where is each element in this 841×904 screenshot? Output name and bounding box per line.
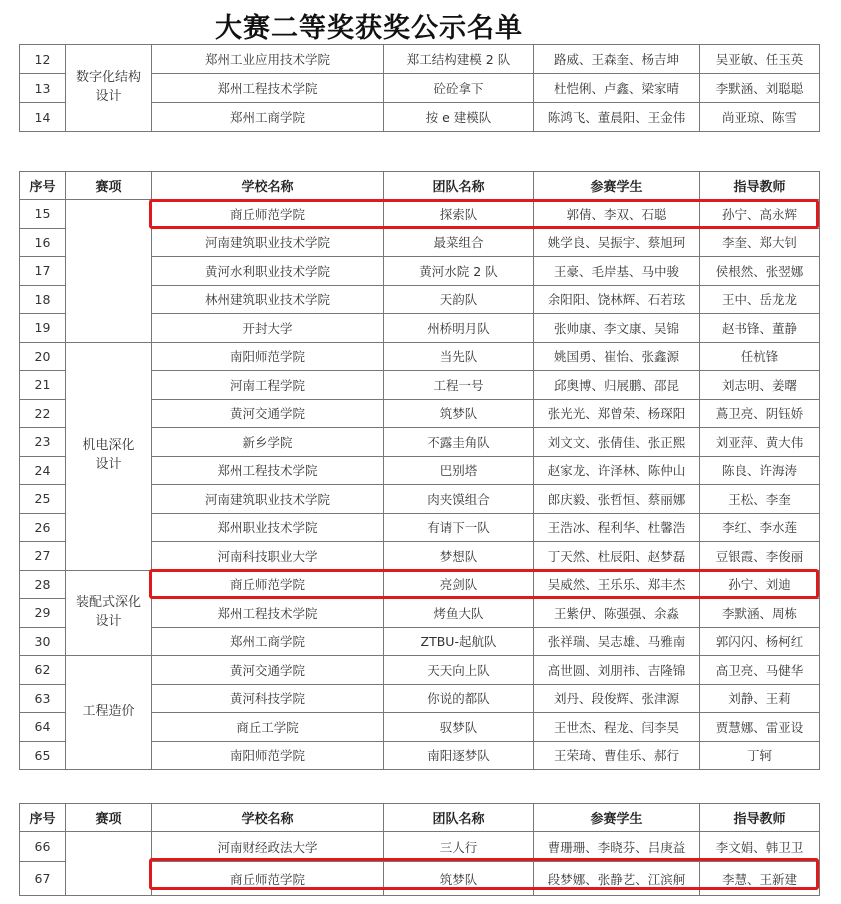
row-number: 19 bbox=[20, 314, 66, 343]
teacher: 侯根然、张翌娜 bbox=[700, 257, 820, 286]
teacher: 李默涵、刘聪聪 bbox=[700, 74, 820, 103]
row-number: 21 bbox=[20, 371, 66, 400]
teacher: 王松、李奎 bbox=[700, 485, 820, 514]
header-event: 赛项 bbox=[66, 172, 152, 200]
team-name: 肉夹馍组合 bbox=[384, 485, 534, 514]
header-no: 序号 bbox=[20, 172, 66, 200]
teacher: 李默涵、周栋 bbox=[700, 599, 820, 628]
table-row bbox=[20, 45, 820, 74]
team-name: 烤鱼大队 bbox=[384, 599, 534, 628]
team-name: 亮剑队 bbox=[384, 570, 534, 599]
team-name: 驭梦队 bbox=[384, 713, 534, 742]
teacher: 赵书锋、董静 bbox=[700, 314, 820, 343]
teacher: 高卫亮、马健华 bbox=[700, 656, 820, 685]
table-header-row bbox=[20, 804, 820, 832]
students: 刘丹、段俊辉、张津源 bbox=[534, 684, 700, 713]
students: 王紫伊、陈强强、余淼 bbox=[534, 599, 700, 628]
row-number: 65 bbox=[20, 741, 66, 770]
event-cell bbox=[66, 342, 152, 570]
students: 郭倩、李双、石聪 bbox=[534, 200, 700, 229]
teacher: 李文娟、韩卫卫 bbox=[700, 832, 820, 862]
students: 姚国勇、崔怡、张鑫源 bbox=[534, 342, 700, 371]
award-table-2 bbox=[19, 171, 820, 770]
row-number: 15 bbox=[20, 200, 66, 229]
school-name: 郑州工商学院 bbox=[152, 627, 384, 656]
students: 张祥瑞、吴志雄、马雅南 bbox=[534, 627, 700, 656]
students: 姚学良、吴振宇、蔡旭珂 bbox=[534, 228, 700, 257]
school-name: 河南财经政法大学 bbox=[152, 832, 384, 862]
row-number: 28 bbox=[20, 570, 66, 599]
row-number: 20 bbox=[20, 342, 66, 371]
row-number: 26 bbox=[20, 513, 66, 542]
row-number: 12 bbox=[20, 45, 66, 74]
school-name: 郑州工业应用技术学院 bbox=[152, 45, 384, 74]
header-teacher: 指导教师 bbox=[700, 804, 820, 832]
row-number: 67 bbox=[20, 862, 66, 896]
students: 杜恺俐、卢鑫、梁家晴 bbox=[534, 74, 700, 103]
header-no: 序号 bbox=[20, 804, 66, 832]
teacher: 刘志明、姜曙 bbox=[700, 371, 820, 400]
team-name: 有请下一队 bbox=[384, 513, 534, 542]
school-name: 郑州工商学院 bbox=[152, 103, 384, 132]
event-cell bbox=[66, 656, 152, 770]
school-name: 郑州工程技术学院 bbox=[152, 456, 384, 485]
team-name: 三人行 bbox=[384, 832, 534, 862]
row-number: 14 bbox=[20, 103, 66, 132]
teacher: 孙宁、高永辉 bbox=[700, 200, 820, 229]
row-number: 17 bbox=[20, 257, 66, 286]
team-name: 你说的都队 bbox=[384, 684, 534, 713]
teacher: 吴亚敏、任玉英 bbox=[700, 45, 820, 74]
event-name: 工程造价 bbox=[82, 704, 135, 720]
highlight-row-67 bbox=[149, 858, 819, 890]
award-table-1 bbox=[19, 44, 820, 132]
students: 王豪、毛岸基、马中骏 bbox=[534, 257, 700, 286]
header-students: 参赛学生 bbox=[534, 804, 700, 832]
row-number: 30 bbox=[20, 627, 66, 656]
team-name: 天天向上队 bbox=[384, 656, 534, 685]
team-name: 州桥明月队 bbox=[384, 314, 534, 343]
header-teacher: 指导教师 bbox=[700, 172, 820, 200]
header-team: 团队名称 bbox=[384, 804, 534, 832]
team-name: 最菜组合 bbox=[384, 228, 534, 257]
team-name: 郑工结构建模 2 队 bbox=[384, 45, 534, 74]
school-name: 郑州职业技术学院 bbox=[152, 513, 384, 542]
row-number: 24 bbox=[20, 456, 66, 485]
row-number: 18 bbox=[20, 285, 66, 314]
school-name: 黄河水利职业技术学院 bbox=[152, 257, 384, 286]
table-header-row bbox=[20, 172, 820, 200]
event-cell bbox=[66, 45, 152, 132]
team-name: 天韵队 bbox=[384, 285, 534, 314]
header-event: 赛项 bbox=[66, 804, 152, 832]
school-name: 商丘师范学院 bbox=[152, 200, 384, 229]
school-name: 郑州工程技术学院 bbox=[152, 74, 384, 103]
school-name: 黄河交通学院 bbox=[152, 656, 384, 685]
school-name: 河南建筑职业技术学院 bbox=[152, 485, 384, 514]
row-number: 27 bbox=[20, 542, 66, 571]
students: 曹珊珊、李晓芬、吕庚益 bbox=[534, 832, 700, 862]
school-name: 林州建筑职业技术学院 bbox=[152, 285, 384, 314]
row-number: 29 bbox=[20, 599, 66, 628]
row-number: 63 bbox=[20, 684, 66, 713]
team-name: 当先队 bbox=[384, 342, 534, 371]
students: 刘文文、张倩佳、张正熙 bbox=[534, 428, 700, 457]
table-row bbox=[20, 342, 820, 371]
teacher: 陈良、许海涛 bbox=[700, 456, 820, 485]
teacher: 李红、李水莲 bbox=[700, 513, 820, 542]
students: 高世圆、刘朋祎、吉隆锦 bbox=[534, 656, 700, 685]
school-name: 商丘师范学院 bbox=[152, 862, 384, 896]
students: 张光光、郑曾荣、杨琛阳 bbox=[534, 399, 700, 428]
event-name: 装配式深化设计 bbox=[75, 594, 141, 629]
students: 路威、王森奎、杨吉坤 bbox=[534, 45, 700, 74]
header-students: 参赛学生 bbox=[534, 172, 700, 200]
students: 赵家龙、许泽林、陈仲山 bbox=[534, 456, 700, 485]
students: 余阳阳、饶林辉、石若玹 bbox=[534, 285, 700, 314]
row-number: 23 bbox=[20, 428, 66, 457]
teacher: 王中、岳龙龙 bbox=[700, 285, 820, 314]
teacher: 任杭锋 bbox=[700, 342, 820, 371]
teacher: 贾慧娜、雷亚设 bbox=[700, 713, 820, 742]
students: 段梦娜、张静艺、江滨舸 bbox=[534, 862, 700, 896]
highlight-row-28 bbox=[149, 569, 819, 599]
highlight-row-15 bbox=[149, 199, 819, 229]
students: 王浩冰、程利华、杜馨浩 bbox=[534, 513, 700, 542]
school-name: 南阳师范学院 bbox=[152, 741, 384, 770]
students: 邱奥博、归展鹏、邵昆 bbox=[534, 371, 700, 400]
event-name: 数字化结构设计 bbox=[75, 70, 141, 104]
teacher: 丁轲 bbox=[700, 741, 820, 770]
row-number: 62 bbox=[20, 656, 66, 685]
students: 张帅康、李文康、吴锦 bbox=[534, 314, 700, 343]
teacher: 刘亚萍、黄大伟 bbox=[700, 428, 820, 457]
school-name: 黄河科技学院 bbox=[152, 684, 384, 713]
team-name: 工程一号 bbox=[384, 371, 534, 400]
students: 郎庆毅、张哲恒、蔡丽娜 bbox=[534, 485, 700, 514]
team-name: 黄河水院 2 队 bbox=[384, 257, 534, 286]
teacher: 刘静、王莉 bbox=[700, 684, 820, 713]
school-name: 商丘工学院 bbox=[152, 713, 384, 742]
team-name: 梦想队 bbox=[384, 542, 534, 571]
school-name: 郑州工程技术学院 bbox=[152, 599, 384, 628]
students: 丁天然、杜辰阳、赵梦磊 bbox=[534, 542, 700, 571]
row-number: 22 bbox=[20, 399, 66, 428]
teacher: 郭闪闪、杨柯红 bbox=[700, 627, 820, 656]
team-name: 筑梦队 bbox=[384, 399, 534, 428]
students: 王世杰、程龙、闫李昊 bbox=[534, 713, 700, 742]
students: 王荣琦、曹佳乐、郝行 bbox=[534, 741, 700, 770]
team-name: 筑梦队 bbox=[384, 862, 534, 896]
event-cell bbox=[66, 832, 152, 896]
team-name: ZTBU-起航队 bbox=[384, 627, 534, 656]
event-name: 机电深化设计 bbox=[82, 438, 135, 472]
team-name: 不露圭角队 bbox=[384, 428, 534, 457]
event-cell bbox=[66, 570, 152, 656]
row-number: 66 bbox=[20, 832, 66, 862]
row-number: 64 bbox=[20, 713, 66, 742]
event-cell bbox=[66, 200, 152, 343]
team-name: 巴别塔 bbox=[384, 456, 534, 485]
table-row bbox=[20, 832, 820, 862]
teacher: 孙宁、刘迪 bbox=[700, 570, 820, 599]
students: 陈鸿飞、董晨阳、王金伟 bbox=[534, 103, 700, 132]
teacher: 李奎、郑大钊 bbox=[700, 228, 820, 257]
header-school: 学校名称 bbox=[152, 804, 384, 832]
teacher: 豆银霞、李俊丽 bbox=[700, 542, 820, 571]
school-name: 河南建筑职业技术学院 bbox=[152, 228, 384, 257]
school-name: 河南科技职业大学 bbox=[152, 542, 384, 571]
table-row bbox=[20, 656, 820, 685]
school-name: 南阳师范学院 bbox=[152, 342, 384, 371]
school-name: 黄河交通学院 bbox=[152, 399, 384, 428]
row-number: 16 bbox=[20, 228, 66, 257]
students: 吴威然、王乐乐、郑丰杰 bbox=[534, 570, 700, 599]
team-name: 按 e 建模队 bbox=[384, 103, 534, 132]
team-name: 探索队 bbox=[384, 200, 534, 229]
row-number: 13 bbox=[20, 74, 66, 103]
team-name: 南阳逐梦队 bbox=[384, 741, 534, 770]
school-name: 河南工程学院 bbox=[152, 371, 384, 400]
header-team: 团队名称 bbox=[384, 172, 534, 200]
school-name: 新乡学院 bbox=[152, 428, 384, 457]
school-name: 商丘师范学院 bbox=[152, 570, 384, 599]
teacher: 李慧、王新建 bbox=[700, 862, 820, 896]
teacher: 尚亚琼、陈雪 bbox=[700, 103, 820, 132]
school-name: 开封大学 bbox=[152, 314, 384, 343]
teacher: 蔦卫亮、阴钰娇 bbox=[700, 399, 820, 428]
team-name: 砼砼拿下 bbox=[384, 74, 534, 103]
page-title: 大赛二等奖获奖公示名单 bbox=[215, 13, 523, 44]
row-number: 25 bbox=[20, 485, 66, 514]
header-school: 学校名称 bbox=[152, 172, 384, 200]
